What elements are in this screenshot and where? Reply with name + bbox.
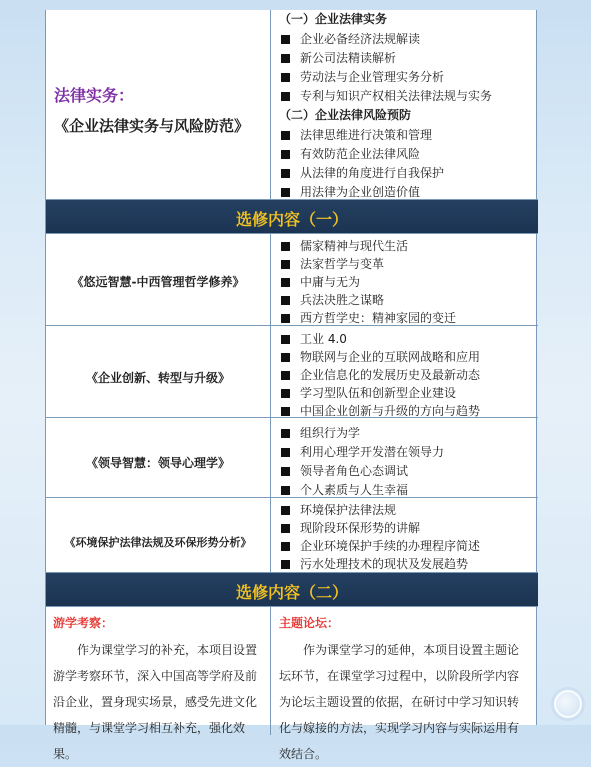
course-item (281, 501, 538, 519)
law-group-2-title: （二）企业法律风险预防 (279, 108, 412, 122)
course-item (281, 519, 538, 537)
course-item-text: 个人素质与人生幸福 (300, 483, 409, 497)
course-content-table (45, 10, 537, 761)
course-item-text: 法家哲学与变革 (300, 257, 385, 271)
course-left-cell (46, 234, 271, 325)
course-item-text: 西方哲学史：精神家园的变迁 (300, 311, 457, 325)
law-group-1-item-text: 专利与知识产权相关法律法规与实务 (300, 89, 493, 103)
law-group-2-item (281, 183, 538, 201)
course-item (281, 384, 538, 402)
elective-1-title: 选修内容（一） (235, 210, 348, 229)
elective-1-course-1 (46, 234, 538, 326)
logo-icon (554, 690, 582, 718)
law-category-label: 法律实务： (54, 86, 135, 105)
law-group-1-item (281, 30, 538, 48)
bullet-icon (281, 389, 290, 398)
course-item-text: 儒家精神与现代生活 (300, 239, 409, 253)
course-item (281, 537, 538, 555)
field-study-heading: 游学考察： (53, 616, 114, 630)
course-item-text: 企业环境保护手续的办理程序简述 (300, 539, 481, 553)
bullet-icon (281, 169, 290, 178)
bullet-icon (281, 506, 290, 515)
course-item (281, 255, 538, 273)
law-group-2-item-text: 从法律的角度进行自我保护 (300, 166, 445, 180)
law-group-1-item-text: 劳动法与企业管理实务分析 (300, 70, 445, 84)
forum-text: 作为课堂学习的延伸，本项目设置主题论坛环节，在课堂学习过程中，以阶段所学内容为论坛主题设置的依据，在研讨中学习知识转化与嫁接的方法，实现学习内容与实际运用有效结合。 (279, 643, 520, 761)
bullet-icon (281, 296, 290, 305)
course-item (281, 348, 538, 366)
course-title: 《企业创新、转型与升级》 (85, 371, 230, 385)
course-item-text: 学习型队伍和创新型企业建设 (300, 386, 457, 400)
bullet-icon (281, 92, 290, 101)
law-group-1-item-text: 企业必备经济法规解读 (300, 32, 421, 46)
law-group-1-item (281, 68, 538, 86)
bullet-icon (281, 54, 290, 63)
course-item (281, 273, 538, 291)
bullet-icon (281, 35, 290, 44)
elective-2-banner (46, 573, 538, 607)
law-group-2-item-text: 法律思维进行决策和管理 (300, 128, 433, 142)
bullet-icon (281, 542, 290, 551)
bullet-icon (281, 242, 290, 251)
course-item-text: 组织行为学 (300, 426, 361, 440)
course-left-cell (46, 418, 271, 497)
law-group-2-item (281, 126, 538, 144)
course-left-cell (46, 498, 271, 572)
law-group-2-item (281, 164, 538, 182)
bullet-icon (281, 131, 290, 140)
bullet-icon (281, 314, 290, 323)
bullet-icon (281, 188, 290, 197)
course-item (281, 330, 538, 348)
law-course-title: 《企业法律实务与风险防范》 (54, 117, 250, 135)
bullet-icon (281, 524, 290, 533)
law-category (54, 85, 261, 137)
law-section-right (271, 10, 538, 199)
course-item-text: 物联网与企业的互联网战略和应用 (300, 350, 481, 364)
bullet-icon (281, 467, 290, 476)
course-item-text: 污水处理技术的现状及发展趋势 (300, 557, 469, 571)
law-group-1-item (281, 49, 538, 67)
law-group-1-item-text: 新公司法精读解析 (300, 51, 397, 65)
course-item (281, 309, 538, 327)
course-item-text: 现阶段环保形势的讲解 (300, 521, 421, 535)
bullet-icon (281, 353, 290, 362)
course-item (281, 555, 538, 573)
elective-1-course-2 (46, 326, 538, 418)
bullet-icon (281, 371, 290, 380)
course-left-cell (46, 326, 271, 417)
forum-column (271, 607, 538, 761)
elective-1-course-4 (46, 498, 538, 573)
bullet-icon (281, 278, 290, 287)
course-item-text: 兵法决胜之谋略 (300, 293, 385, 307)
course-item-text: 环境保护法律法规 (300, 503, 397, 517)
course-right-cell (271, 234, 538, 325)
course-item (281, 481, 538, 499)
course-item-text: 领导者角色心态调试 (300, 464, 409, 478)
bullet-icon (281, 73, 290, 82)
course-right-cell (271, 326, 538, 417)
course-item-text: 工业 4.0 (300, 332, 347, 346)
course-item-text: 中国企业创新与升级的方向与趋势 (300, 404, 481, 418)
law-group-2-item (281, 145, 538, 163)
law-section-left (46, 10, 271, 199)
field-study-column (46, 607, 271, 761)
course-item-text: 企业信息化的发展历史及最新动态 (300, 368, 481, 382)
forum-heading: 主题论坛： (279, 616, 340, 630)
law-group-2-item-text: 有效防范企业法律风险 (300, 147, 421, 161)
law-group-1-title: （一）企业法律实务 (279, 12, 388, 26)
law-group-2-item-text: 用法律为企业创造价值 (300, 185, 421, 199)
course-right-cell (271, 498, 538, 572)
course-right-cell (271, 418, 538, 497)
bullet-icon (281, 335, 290, 344)
bullet-icon (281, 560, 290, 569)
course-title: 《环境保护法律法规及环保形势分析》 (64, 536, 252, 549)
course-item (281, 291, 538, 309)
elective-2-title: 选修内容（二） (235, 583, 348, 602)
elective-2-content (46, 607, 538, 761)
bullet-icon (281, 150, 290, 159)
course-item (281, 424, 538, 442)
course-item (281, 237, 538, 255)
elective-1-course-3 (46, 418, 538, 498)
course-item-text: 中庸与无为 (300, 275, 361, 289)
course-item (281, 366, 538, 384)
course-item-text: 利用心理学开发潜在领导力 (300, 445, 445, 459)
course-title: 《领导智慧：领导心理学》 (85, 456, 230, 470)
bullet-icon (281, 407, 290, 416)
elective-1-banner (46, 200, 538, 234)
course-item (281, 462, 538, 480)
law-section (46, 10, 538, 200)
course-title: 《悠远智慧-中西管理哲学修养》 (71, 275, 245, 289)
bullet-icon (281, 486, 290, 495)
bullet-icon (281, 260, 290, 269)
bullet-icon (281, 448, 290, 457)
course-item (281, 443, 538, 461)
field-study-text: 作为课堂学习的补充，本项目设置游学考察环节，深入中国高等学府及前沿企业，置身现实场景，感受先进文化精髓，与课堂学习相互补充，强化效果。 (53, 643, 258, 761)
law-group-1-item (281, 87, 538, 105)
bullet-icon (281, 429, 290, 438)
